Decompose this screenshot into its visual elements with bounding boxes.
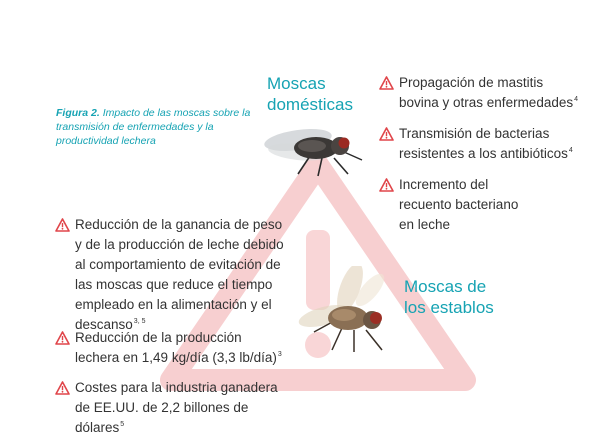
house-flies-label-line1: Moscas (267, 74, 326, 93)
house-fly-impact-1 (379, 73, 584, 113)
impact-ref: 3 (277, 351, 282, 358)
impact-ref: 4 (574, 96, 579, 103)
stable-fly-impact-1 (55, 215, 285, 335)
stable-flies-label-line2: los establos (404, 298, 494, 317)
impact-ref: 5 (120, 421, 125, 428)
impact-ref: 3, 5 (133, 318, 146, 325)
stable-fly-impact-3 (55, 378, 285, 438)
stable-fly-impact-2 (55, 328, 285, 368)
warning-triangle-icon (55, 218, 70, 232)
impact-ref: 4 (568, 147, 573, 154)
warning-triangle-icon (379, 127, 394, 141)
stable-fly-icon (296, 266, 408, 356)
warning-triangle-icon (55, 381, 70, 395)
stable-flies-label-line1: Moscas de (404, 277, 487, 296)
stable-flies-label (404, 276, 494, 318)
house-fly-icon (258, 118, 378, 180)
impact-text: Reducción de la ganancia de peso y de la producción de leche debido al comportamiento de evitación de las moscas que reduce el tiempo empleado en la alimentación y el descanso (75, 217, 284, 332)
warning-triangle-icon (379, 178, 394, 192)
impact-text: Reducción de la producción lechera en 1,49 kg/día (3,3 lb/día) (75, 330, 277, 365)
house-flies-label (267, 73, 353, 115)
figure-caption (56, 106, 256, 148)
figure-caption-text: Impacto de las moscas sobre la transmisión de enfermedades y la productividad lechera (56, 107, 251, 147)
impact-text: Incremento del recuento bacteriano en leche (399, 177, 519, 232)
impact-text: Transmisión de bacterias resistentes a los antibióticos (399, 126, 568, 161)
figure-label: Figura 2. (56, 107, 100, 119)
house-fly-impact-3 (379, 175, 529, 235)
house-flies-label-line2: domésticas (267, 95, 353, 114)
warning-triangle-icon (55, 331, 70, 345)
warning-triangle-icon (379, 76, 394, 90)
impact-text: Propagación de mastitis bovina y otras enfermedades (399, 75, 574, 110)
house-fly-impact-2 (379, 124, 584, 164)
impact-text: Costes para la industria ganadera de EE.UU. de 2,2 billones de dólares (75, 380, 278, 435)
